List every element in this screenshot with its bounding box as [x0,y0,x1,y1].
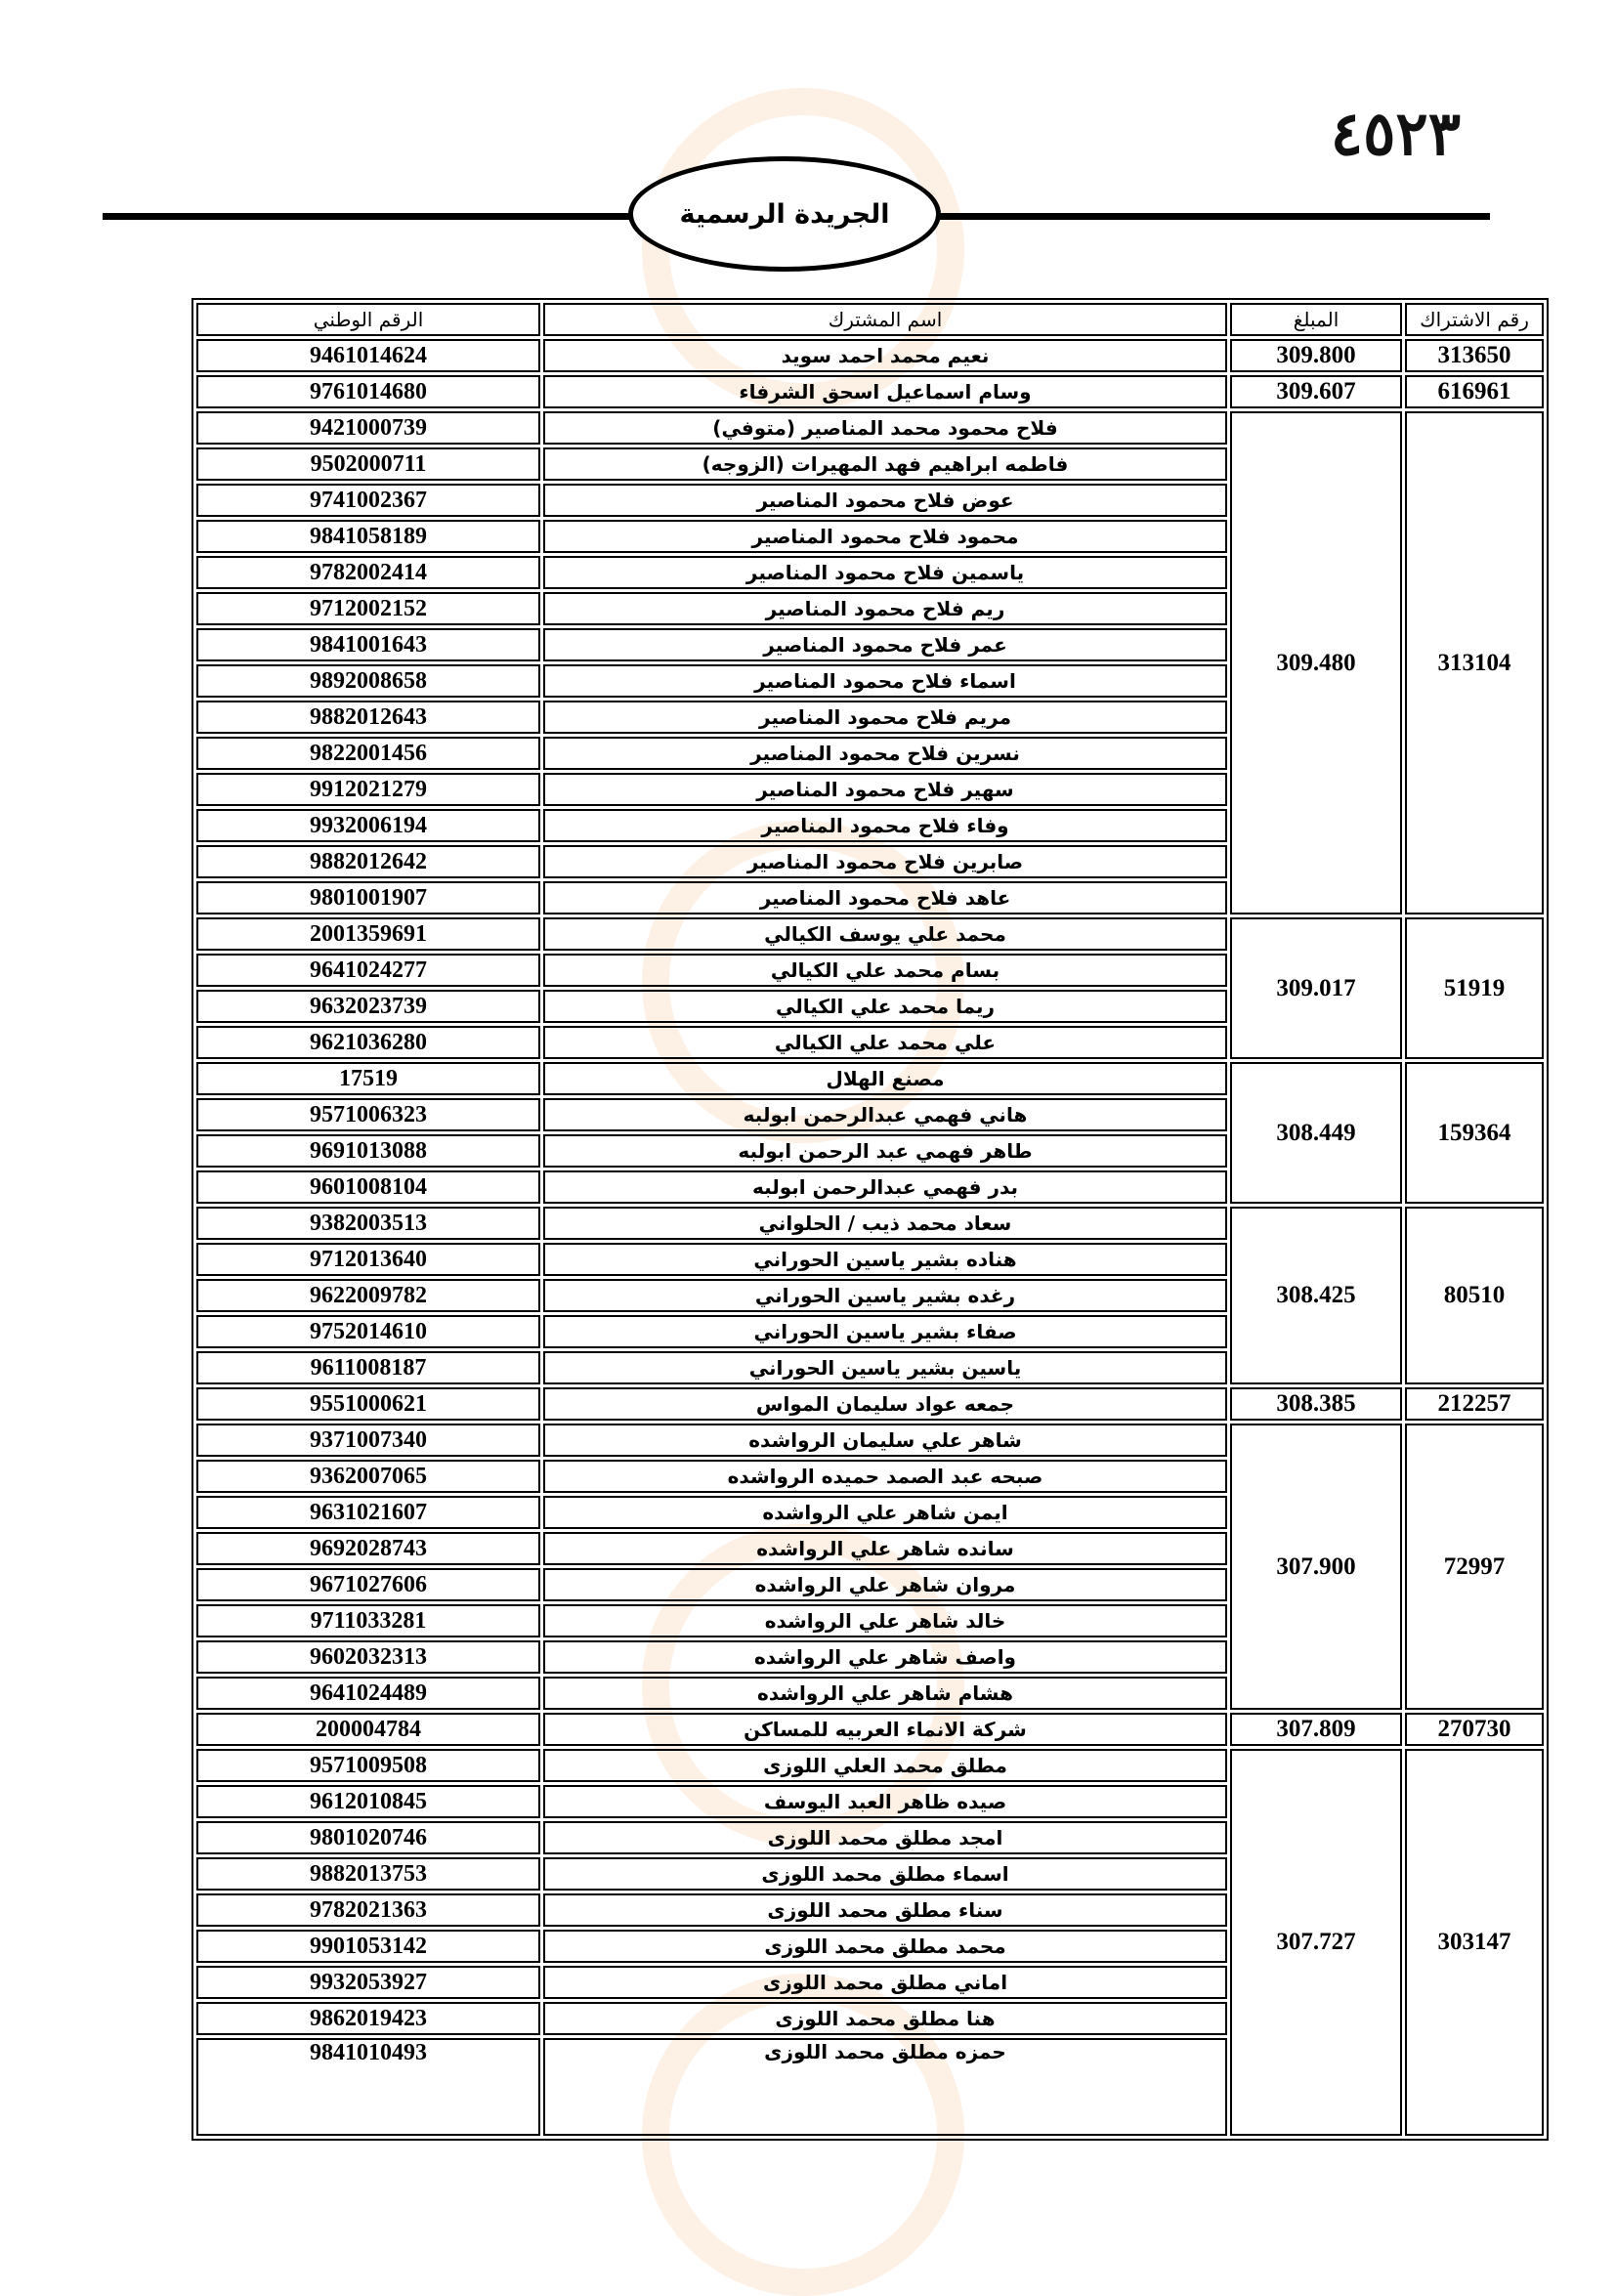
subscriber-name: نعيم محمد احمد سويد [543,339,1227,372]
subscribers-table [191,298,1549,2141]
subscriber-name: ريم فلاح محمود المناصير [543,592,1227,625]
subscriber-name: مطلق محمد العلي اللوزى [543,1749,1227,1782]
national-id: 9502000711 [196,447,540,481]
subscriber-name: علي محمد علي الكيالي [543,1026,1227,1059]
table-row [196,339,1544,372]
subscription-number: 303147 [1405,1749,1544,2136]
subscriber-name: مصنع الهلال [543,1062,1227,1095]
subscriber-name: خالد شاهر علي الرواشده [543,1604,1227,1637]
national-id: 9752014610 [196,1315,540,1348]
table-row [196,1062,1544,1095]
subscriber-name: محمد علي يوسف الكيالي [543,917,1227,951]
subscriber-name: وفاء فلاح محمود المناصير [543,809,1227,842]
subscriber-name: امجد مطلق محمد اللوزى [543,1821,1227,1854]
national-id: 9882012643 [196,701,540,734]
subscriber-name: سانده شاهر علي الرواشده [543,1532,1227,1565]
national-id: 9932053927 [196,1966,540,1999]
national-id: 9371007340 [196,1424,540,1457]
table-row [196,1713,1544,1746]
subscriber-name: واصف شاهر علي الرواشده [543,1640,1227,1674]
subscriber-name: هناده بشير ياسين الحوراني [543,1243,1227,1276]
national-id: 9622009782 [196,1279,540,1312]
national-id: 9571006323 [196,1098,540,1131]
subscription-number: 80510 [1405,1207,1544,1384]
subscriber-name: ايمن شاهر علي الرواشده [543,1496,1227,1529]
national-id: 9421000739 [196,411,540,445]
national-id: 9801001907 [196,881,540,914]
subscriber-name: رغده بشير ياسين الحوراني [543,1279,1227,1312]
national-id: 9632023739 [196,990,540,1023]
page-number: ٤٥٢٣ [1330,98,1461,169]
subscriber-name: اماني مطلق محمد اللوزى [543,1966,1227,1999]
subscriber-name: شركة الانماء العربيه للمساكن [543,1713,1227,1746]
subscriber-name: صيده ظاهر العبد اليوسف [543,1785,1227,1818]
column-header-subscription: رقم الاشتراك [1405,303,1544,336]
subscriber-name: هنا مطلق محمد اللوزى [543,2002,1227,2035]
national-id: 9692028743 [196,1532,540,1565]
table-body [196,339,1544,2136]
subscription-number: 159364 [1405,1062,1544,1204]
national-id: 9901053142 [196,1930,540,1963]
national-id: 9631021607 [196,1496,540,1529]
national-id: 9382003513 [196,1207,540,1240]
table-row [196,1424,1544,1457]
subscription-number: 313104 [1405,411,1544,914]
national-id: 9461014624 [196,339,540,372]
national-id: 9782021363 [196,1893,540,1927]
national-id: 9882012642 [196,845,540,878]
subscriber-name: سناء مطلق محمد اللوزى [543,1893,1227,1927]
subscriber-name: هاني فهمي عبدالرحمن ابولبه [543,1098,1227,1131]
subscriber-name: سعاد محمد ذيب / الحلواني [543,1207,1227,1240]
table-row [196,411,1544,445]
national-id: 9691013088 [196,1134,540,1168]
subscriber-name: محمود فلاح محمود المناصير [543,520,1227,553]
national-id: 9882013753 [196,1857,540,1891]
amount: 307.900 [1230,1424,1402,1710]
subscriber-name: ياسمين فلاح محمود المناصير [543,556,1227,589]
column-header-amount: المبلغ [1230,303,1402,336]
column-header-name: اسم المشترك [543,303,1227,336]
subscriber-name: عمر فلاح محمود المناصير [543,628,1227,661]
amount: 307.809 [1230,1713,1402,1746]
subscriber-name: فاطمه ابراهيم فهد المهيرات (الزوجه) [543,447,1227,481]
subscriber-name: بدر فهمي عبدالرحمن ابولبه [543,1170,1227,1204]
amount: 309.480 [1230,411,1402,914]
national-id: 9601008104 [196,1170,540,1204]
amount: 308.385 [1230,1387,1402,1421]
national-id: 9621036280 [196,1026,540,1059]
national-id: 9571009508 [196,1749,540,1782]
national-id: 9932006194 [196,809,540,842]
national-id: 9822001456 [196,737,540,770]
national-id: 9362007065 [196,1460,540,1493]
subscription-number: 270730 [1405,1713,1544,1746]
subscriber-name: نسرين فلاح محمود المناصير [543,737,1227,770]
subscriber-name: شاهر علي سليمان الرواشده [543,1424,1227,1457]
subscription-number: 313650 [1405,339,1544,372]
gazette-title: الجريدة الرسمية [679,198,890,230]
subscriber-name: حمزه مطلق محمد اللوزى [543,2038,1227,2136]
national-id: 9641024489 [196,1677,540,1710]
national-id: 9671027606 [196,1568,540,1601]
national-id: 9641024277 [196,954,540,987]
national-id: 9741002367 [196,484,540,517]
subscription-number: 51919 [1405,917,1544,1059]
amount: 308.425 [1230,1207,1402,1384]
table-row [196,375,1544,408]
subscriber-name: جمعه عواد سليمان المواس [543,1387,1227,1421]
table-row [196,1207,1544,1240]
national-id: 9801020746 [196,1821,540,1854]
subscriber-name: مروان شاهر علي الرواشده [543,1568,1227,1601]
national-id: 9761014680 [196,375,540,408]
national-id: 9611008187 [196,1351,540,1384]
gazette-title-oval [628,156,941,272]
national-id: 9862019423 [196,2002,540,2035]
subscription-number: 616961 [1405,375,1544,408]
subscriber-name: صابرين فلاح محمود المناصير [543,845,1227,878]
national-id: 9912021279 [196,773,540,806]
national-id: 9712013640 [196,1243,540,1276]
national-id: 9782002414 [196,556,540,589]
national-id: 9612010845 [196,1785,540,1818]
subscriber-name: ريما محمد علي الكيالي [543,990,1227,1023]
subscriber-name: مريم فلاح محمود المناصير [543,701,1227,734]
table-row [196,917,1544,951]
national-id: 9712002152 [196,592,540,625]
subscriber-name: ياسين بشير ياسين الحوراني [543,1351,1227,1384]
subscriber-name: بسام محمد علي الكيالي [543,954,1227,987]
subscriber-name: وسام اسماعيل اسحق الشرفاء [543,375,1227,408]
national-id: 2001359691 [196,917,540,951]
subscriber-name: سهير فلاح محمود المناصير [543,773,1227,806]
column-header-national-id: الرقم الوطني [196,303,540,336]
amount: 309.800 [1230,339,1402,372]
national-id: 9841010493 [196,2038,540,2136]
national-id: 9892008658 [196,664,540,698]
subscriber-name: صفاء بشير ياسين الحوراني [543,1315,1227,1348]
amount: 308.449 [1230,1062,1402,1204]
table-header-row [196,303,1544,336]
table-row [196,1749,1544,1782]
subscriber-name: فلاح محمود محمد المناصير (متوفي) [543,411,1227,445]
subscriber-name: هشام شاهر علي الرواشده [543,1677,1227,1710]
amount: 309.607 [1230,375,1402,408]
subscriber-name: عاهد فلاح محمود المناصير [543,881,1227,914]
table-row [196,1387,1544,1421]
subscription-number: 212257 [1405,1387,1544,1421]
amount: 309.017 [1230,917,1402,1059]
amount: 307.727 [1230,1749,1402,2136]
national-id: 9841058189 [196,520,540,553]
subscriber-name: طاهر فهمي عبد الرحمن ابولبه [543,1134,1227,1168]
national-id: 9841001643 [196,628,540,661]
national-id: 9551000621 [196,1387,540,1421]
national-id: 200004784 [196,1713,540,1746]
subscriber-name: محمد مطلق محمد اللوزى [543,1930,1227,1963]
national-id: 9711033281 [196,1604,540,1637]
subscriber-name: اسماء مطلق محمد اللوزى [543,1857,1227,1891]
subscriber-name: صبحه عبد الصمد حميده الرواشده [543,1460,1227,1493]
subscriber-name: اسماء فلاح محمود المناصير [543,664,1227,698]
national-id: 9602032313 [196,1640,540,1674]
subscription-number: 72997 [1405,1424,1544,1710]
subscriber-name: عوض فلاح محمود المناصير [543,484,1227,517]
national-id: 17519 [196,1062,540,1095]
